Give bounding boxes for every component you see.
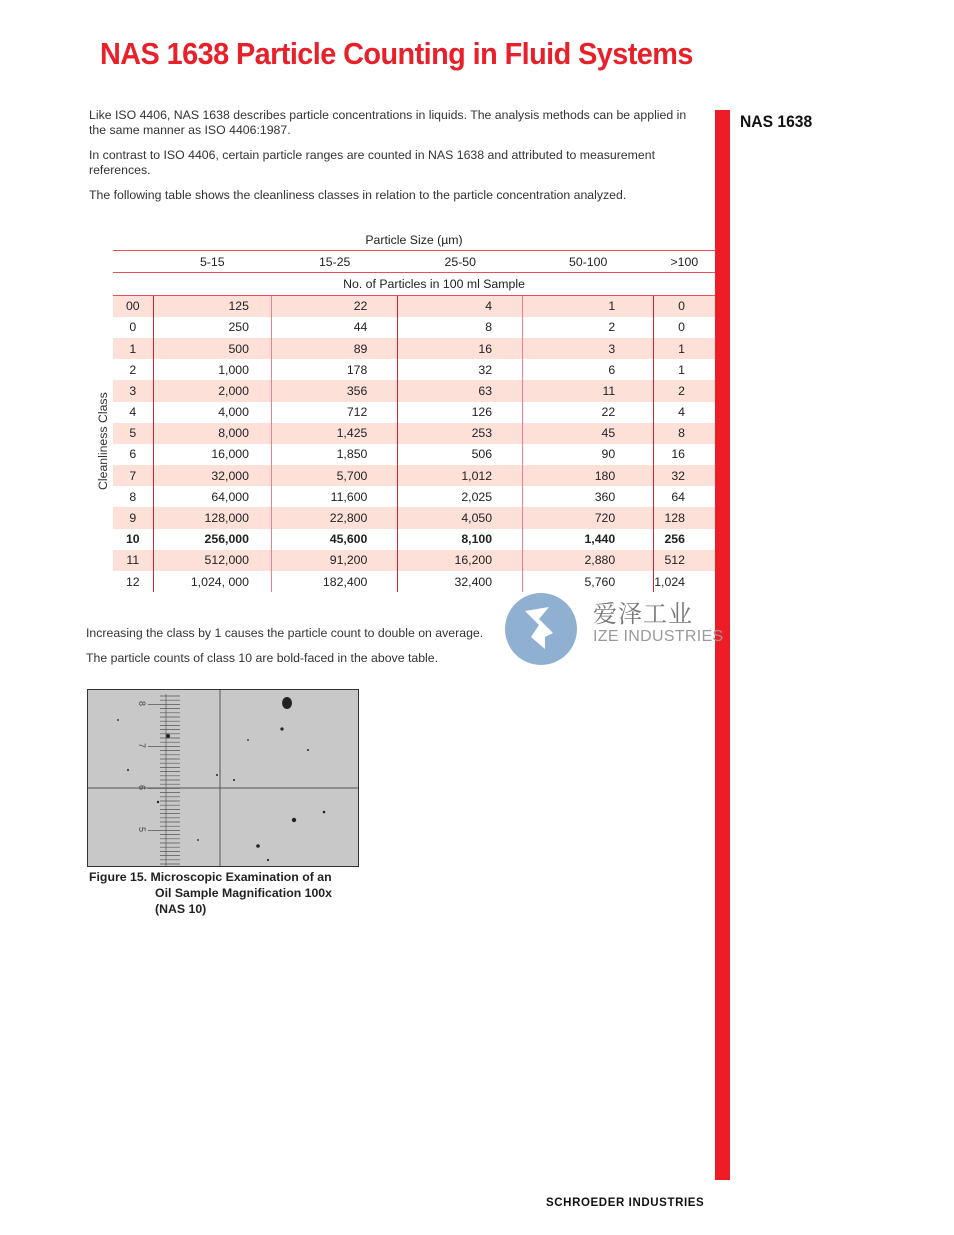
count-cell: 180 bbox=[523, 465, 654, 486]
watermark-english-text: IZE INDUSTRIES bbox=[593, 628, 724, 645]
count-cell: 22,800 bbox=[271, 507, 397, 528]
count-cell: 2,000 bbox=[153, 380, 271, 401]
count-cell: 4,050 bbox=[398, 507, 523, 528]
section-label: NAS 1638 bbox=[740, 112, 813, 131]
table-row bbox=[113, 402, 715, 423]
nas-1638-table bbox=[113, 229, 715, 592]
count-cell: 5,760 bbox=[523, 571, 654, 592]
count-cell: 22 bbox=[523, 402, 654, 423]
table-row bbox=[113, 571, 715, 592]
table-row bbox=[113, 550, 715, 571]
count-cell: 256,000 bbox=[153, 529, 271, 550]
count-cell: 712 bbox=[271, 402, 397, 423]
count-cell: 1 bbox=[654, 338, 715, 359]
count-cell: 89 bbox=[271, 338, 397, 359]
count-cell: 16 bbox=[671, 447, 685, 462]
count-cell: 45,600 bbox=[271, 529, 397, 550]
class-cell: 12 bbox=[113, 571, 153, 592]
class-cell: 11 bbox=[113, 550, 153, 571]
size-header: 15-25 bbox=[271, 251, 397, 273]
count-cell: 6 bbox=[523, 359, 654, 380]
count-cell: 8,000 bbox=[153, 423, 271, 444]
count-cell: 178 bbox=[271, 359, 397, 380]
class-cell: 8 bbox=[113, 486, 153, 507]
cleanliness-class-axis-label: Cleanliness Class bbox=[96, 392, 110, 490]
count-cell: 91,200 bbox=[271, 550, 397, 571]
class-cell: 9 bbox=[113, 507, 153, 528]
page-title: NAS 1638 Particle Counting in Fluid Systems bbox=[100, 36, 693, 71]
class-cell: 7 bbox=[113, 465, 153, 486]
caption-line-3: (NAS 10) bbox=[155, 902, 207, 916]
count-cell: 22 bbox=[271, 295, 397, 317]
size-header: 50-100 bbox=[523, 251, 654, 273]
table-row bbox=[113, 529, 715, 550]
count-cell: 32 bbox=[654, 465, 715, 486]
class-cell: 5 bbox=[113, 423, 153, 444]
particle-size-header: Particle Size (µm) bbox=[113, 229, 715, 251]
class-cell: 10 bbox=[113, 529, 153, 550]
table-row bbox=[113, 359, 715, 380]
count-cell: 16 bbox=[398, 338, 523, 359]
class-cell: 1 bbox=[113, 338, 153, 359]
class-cell: 4 bbox=[113, 402, 153, 423]
table-row bbox=[113, 465, 715, 486]
count-cell: 1 bbox=[678, 362, 685, 377]
microscope-image bbox=[87, 689, 359, 867]
size-header: 25-50 bbox=[398, 251, 523, 273]
intro-text bbox=[89, 108, 704, 213]
count-cell: 1,000 bbox=[153, 359, 271, 380]
count-cell: 250 bbox=[153, 317, 271, 338]
scale-label: 6 bbox=[137, 785, 147, 791]
class-cell: 6 bbox=[113, 444, 153, 465]
scale-label: 5 bbox=[137, 827, 147, 833]
note-bold-class: The particle counts of class 10 are bold-faced in the above table. bbox=[86, 651, 439, 665]
count-cell: 3 bbox=[523, 338, 654, 359]
watermark-chinese-text: 爱泽工业 bbox=[593, 600, 693, 628]
count-cell: 512 bbox=[654, 550, 715, 571]
intro-paragraph-2: In contrast to ISO 4406, certain particle ranges are counted in NAS 1638 and attributed to measurement references. bbox=[89, 148, 655, 177]
class-cell: 0 bbox=[113, 317, 153, 338]
note-double: Increasing the class by 1 causes the particle count to double on average. bbox=[86, 626, 484, 640]
count-cell: 64,000 bbox=[153, 486, 271, 507]
scale-label: 8 bbox=[137, 701, 147, 707]
count-cell: 16,000 bbox=[153, 444, 271, 465]
class-cell: 3 bbox=[113, 380, 153, 401]
count-cell: 44 bbox=[271, 317, 397, 338]
count-cell: 1,440 bbox=[523, 529, 654, 550]
size-header: >100 bbox=[654, 251, 715, 273]
count-cell: 4,000 bbox=[153, 402, 271, 423]
caption-line-1: Figure 15. Microscopic Examination of an bbox=[89, 870, 332, 884]
count-cell: 506 bbox=[398, 444, 523, 465]
watermark-logo-icon bbox=[505, 593, 577, 665]
count-cell: 4 bbox=[678, 405, 685, 420]
count-cell: 32,400 bbox=[398, 571, 523, 592]
count-cell: 63 bbox=[398, 380, 523, 401]
count-cell: 32 bbox=[398, 359, 523, 380]
caption-line-2: Oil Sample Magnification 100x bbox=[155, 886, 332, 900]
count-cell: 2 bbox=[523, 317, 654, 338]
count-cell: 0 bbox=[678, 320, 685, 335]
count-cell: 720 bbox=[523, 507, 654, 528]
count-cell: 8,100 bbox=[398, 529, 523, 550]
intro-paragraph-1: Like ISO 4406, NAS 1638 describes particle concentrations in liquids. The analysis methods can be applied in the same manner as ISO 4406:1987. bbox=[89, 108, 687, 137]
count-cell: 2 bbox=[654, 380, 715, 401]
count-cell: 11 bbox=[523, 380, 654, 401]
count-cell: 5,700 bbox=[271, 465, 397, 486]
count-cell: 2,880 bbox=[523, 550, 654, 571]
count-cell: 1,850 bbox=[271, 444, 397, 465]
count-cell: 256 bbox=[664, 532, 685, 547]
class-cell: 2 bbox=[113, 359, 153, 380]
count-cell: 8 bbox=[398, 317, 523, 338]
table-row bbox=[113, 444, 715, 465]
table-row bbox=[113, 295, 715, 317]
count-cell: 11,600 bbox=[271, 486, 397, 507]
footer-company-name: SCHROEDER INDUSTRIES bbox=[546, 1197, 705, 1209]
count-cell: 1,024 bbox=[654, 574, 685, 589]
count-cell: 253 bbox=[398, 423, 523, 444]
count-cell: 1,425 bbox=[271, 423, 397, 444]
table-row bbox=[113, 338, 715, 359]
size-header-blank bbox=[113, 251, 153, 273]
count-cell: 1,024, 000 bbox=[153, 571, 271, 592]
count-cell: 4 bbox=[398, 295, 523, 317]
count-cell: 2,025 bbox=[398, 486, 523, 507]
count-cell: 1 bbox=[523, 295, 654, 317]
count-cell: 125 bbox=[153, 295, 271, 317]
table-row bbox=[113, 423, 715, 444]
count-cell: 128,000 bbox=[153, 507, 271, 528]
scale-label: 7 bbox=[137, 743, 147, 749]
count-cell: 356 bbox=[271, 380, 397, 401]
count-cell: 45 bbox=[523, 423, 654, 444]
table-row bbox=[113, 317, 715, 338]
count-cell: 8 bbox=[654, 423, 715, 444]
table-row bbox=[113, 380, 715, 401]
subheader-blank bbox=[113, 273, 153, 295]
particle-count-subheader: No. of Particles in 100 ml Sample bbox=[153, 273, 715, 295]
count-cell: 182,400 bbox=[271, 571, 397, 592]
count-cell: 1,012 bbox=[398, 465, 523, 486]
watermark bbox=[505, 590, 724, 670]
class-cell: 00 bbox=[113, 295, 153, 317]
count-cell: 90 bbox=[523, 444, 654, 465]
count-cell: 0 bbox=[654, 295, 715, 317]
count-cell: 64 bbox=[671, 489, 685, 504]
size-header: 5-15 bbox=[153, 251, 271, 273]
count-cell: 16,200 bbox=[398, 550, 523, 571]
table-row bbox=[113, 507, 715, 528]
count-cell: 360 bbox=[523, 486, 654, 507]
table-row bbox=[113, 486, 715, 507]
count-cell: 32,000 bbox=[153, 465, 271, 486]
figure-caption bbox=[89, 869, 332, 917]
count-cell: 500 bbox=[153, 338, 271, 359]
count-cell: 512,000 bbox=[153, 550, 271, 571]
intro-paragraph-3: The following table shows the cleanliness classes in relation to the particle concentration analyzed. bbox=[89, 188, 627, 202]
count-cell: 128 bbox=[654, 507, 715, 528]
count-cell: 126 bbox=[398, 402, 523, 423]
